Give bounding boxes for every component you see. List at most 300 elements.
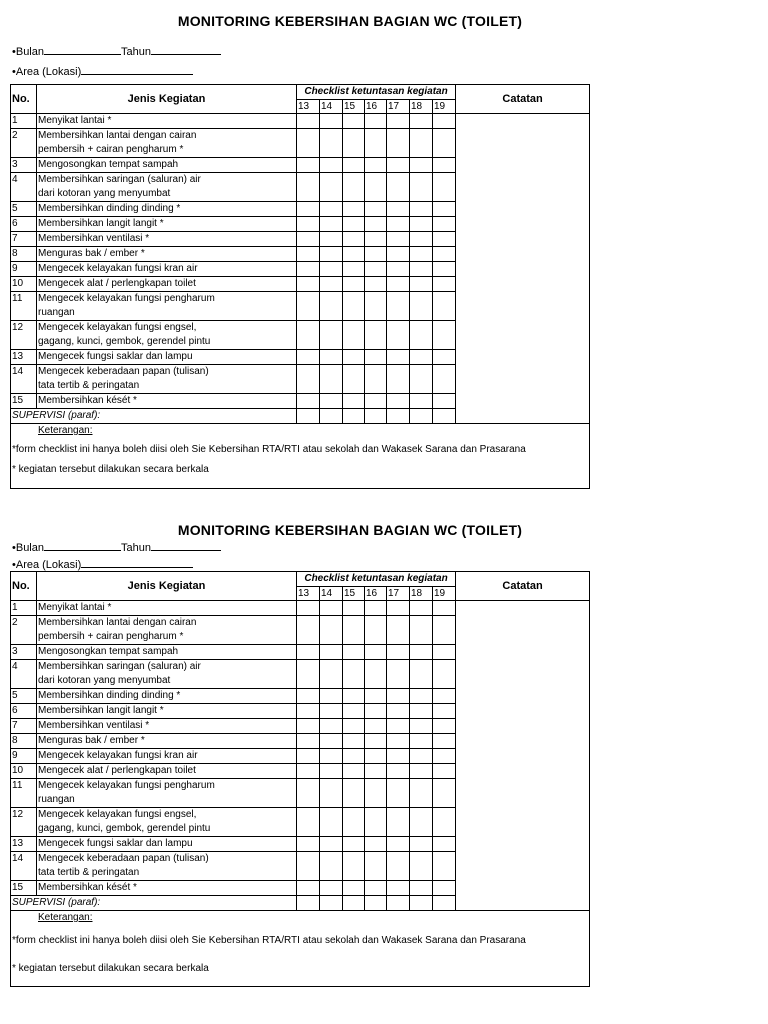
checklist-cell[interactable] xyxy=(297,837,320,852)
checklist-cell[interactable] xyxy=(297,779,320,808)
tahun-label: Tahun xyxy=(121,46,151,58)
checklist-cell[interactable] xyxy=(433,689,456,704)
supervisi-cell[interactable] xyxy=(433,896,456,911)
checklist-cell[interactable] xyxy=(365,660,387,689)
checklist-cell[interactable] xyxy=(365,158,387,173)
checklist-cell[interactable] xyxy=(343,394,365,409)
checklist-cell[interactable] xyxy=(410,616,433,645)
checklist-cell[interactable] xyxy=(320,837,343,852)
checklist-cell[interactable] xyxy=(410,217,433,232)
row-number: 8 xyxy=(11,247,37,262)
checklist-cell[interactable] xyxy=(410,734,433,749)
checklist-cell[interactable] xyxy=(365,173,387,202)
checklist-cell[interactable] xyxy=(410,764,433,779)
checklist-cell[interactable] xyxy=(410,129,433,158)
checklist-cell[interactable] xyxy=(343,660,365,689)
header-catatan: Catatan xyxy=(456,572,590,601)
checklist-cell[interactable] xyxy=(410,704,433,719)
checklist-cell[interactable] xyxy=(387,217,410,232)
checklist-cell[interactable] xyxy=(320,350,343,365)
checklist-cell[interactable] xyxy=(387,292,410,321)
keterangan-box xyxy=(11,911,590,987)
day-header: 15 xyxy=(343,100,365,114)
checklist-cell[interactable] xyxy=(343,764,365,779)
checklist-cell[interactable] xyxy=(297,660,320,689)
checklist-cell[interactable] xyxy=(320,779,343,808)
supervisi-cell[interactable] xyxy=(320,409,343,424)
row-number: 12 xyxy=(11,808,37,837)
checklist-cell[interactable] xyxy=(320,734,343,749)
checklist-cell[interactable] xyxy=(297,704,320,719)
checklist-cell[interactable] xyxy=(410,277,433,292)
checklist-cell[interactable] xyxy=(343,704,365,719)
checklist-cell[interactable] xyxy=(320,852,343,881)
checklist-cell[interactable] xyxy=(297,881,320,896)
checklist-cell[interactable] xyxy=(410,173,433,202)
catatan-cell[interactable] xyxy=(456,114,590,424)
row-number: 12 xyxy=(11,321,37,350)
checklist-cell[interactable] xyxy=(343,365,365,394)
checklist-cell[interactable] xyxy=(320,808,343,837)
checklist-cell[interactable] xyxy=(297,114,320,129)
checklist-cell[interactable] xyxy=(365,394,387,409)
day-header: 18 xyxy=(410,100,433,114)
checklist-cell[interactable] xyxy=(387,350,410,365)
checklist-cell[interactable] xyxy=(343,232,365,247)
checklist-cell[interactable] xyxy=(343,173,365,202)
row-activity xyxy=(37,689,297,704)
row-activity xyxy=(37,292,297,321)
checklist-cell[interactable] xyxy=(320,749,343,764)
activity-line: Membersihkan dinding dinding * xyxy=(38,203,181,214)
supervisi-cell[interactable] xyxy=(433,409,456,424)
supervisi-cell[interactable] xyxy=(343,896,365,911)
checklist-cell[interactable] xyxy=(387,645,410,660)
checklist-cell[interactable] xyxy=(297,764,320,779)
checklist-cell[interactable] xyxy=(365,292,387,321)
row-number: 5 xyxy=(11,202,37,217)
activity-line: Membersihkan kését * xyxy=(38,882,137,893)
activity-line: Mengecek alat / perlengkapan toilet xyxy=(38,765,196,776)
checklist-cell[interactable] xyxy=(433,660,456,689)
checklist-cell[interactable] xyxy=(343,321,365,350)
row-activity xyxy=(37,837,297,852)
checklist-cell[interactable] xyxy=(433,114,456,129)
checklist-cell[interactable] xyxy=(320,247,343,262)
checklist-cell[interactable] xyxy=(387,262,410,277)
checklist-cell[interactable] xyxy=(433,852,456,881)
tahun-blank[interactable] xyxy=(151,44,221,55)
checklist-cell[interactable] xyxy=(297,277,320,292)
checklist-cell[interactable] xyxy=(433,350,456,365)
checklist-cell[interactable] xyxy=(297,365,320,394)
checklist-cell[interactable] xyxy=(343,247,365,262)
checklist-cell[interactable] xyxy=(410,749,433,764)
checklist-cell[interactable] xyxy=(365,601,387,616)
checklist-cell[interactable] xyxy=(365,749,387,764)
area-blank[interactable] xyxy=(81,557,193,568)
row-number: 8 xyxy=(11,734,37,749)
activity-line: Membersihkan dinding dinding * xyxy=(38,690,181,701)
row-number: 5 xyxy=(11,689,37,704)
checklist-cell[interactable] xyxy=(365,704,387,719)
checklist-cell[interactable] xyxy=(433,645,456,660)
supervisi-cell[interactable] xyxy=(365,896,387,911)
checklist-cell[interactable] xyxy=(343,601,365,616)
supervisi-cell[interactable] xyxy=(343,409,365,424)
checklist-cell[interactable] xyxy=(365,217,387,232)
checklist-cell[interactable] xyxy=(433,277,456,292)
checklist-cell[interactable] xyxy=(365,689,387,704)
checklist-cell[interactable] xyxy=(297,734,320,749)
activity-line: Mengecek keberadaan papan (tulisan) xyxy=(38,366,209,377)
supervisi-cell[interactable] xyxy=(365,409,387,424)
checklist-cell[interactable] xyxy=(297,129,320,158)
checklist-cell[interactable] xyxy=(410,158,433,173)
checklist-cell[interactable] xyxy=(365,616,387,645)
checklist-table xyxy=(10,571,590,987)
row-number: 10 xyxy=(11,764,37,779)
checklist-cell[interactable] xyxy=(297,852,320,881)
checklist-cell[interactable] xyxy=(433,616,456,645)
checklist-cell[interactable] xyxy=(433,321,456,350)
checklist-cell[interactable] xyxy=(297,394,320,409)
day-header: 18 xyxy=(410,587,433,601)
checklist-cell[interactable] xyxy=(343,616,365,645)
checklist-cell[interactable] xyxy=(297,808,320,837)
row-activity xyxy=(37,114,297,129)
checklist-cell[interactable] xyxy=(387,202,410,217)
checklist-cell[interactable] xyxy=(433,764,456,779)
checklist-cell[interactable] xyxy=(433,779,456,808)
row-number: 7 xyxy=(11,719,37,734)
activity-line: Mengosongkan tempat sampah xyxy=(38,646,179,657)
checklist-cell[interactable] xyxy=(343,277,365,292)
activity-line: dari kotoran yang menyumbat xyxy=(38,675,171,686)
checklist-cell[interactable] xyxy=(387,704,410,719)
checklist-cell[interactable] xyxy=(297,158,320,173)
checklist-cell[interactable] xyxy=(320,129,343,158)
bulan-tahun-line xyxy=(12,540,221,554)
supervisi-cell[interactable] xyxy=(410,896,433,911)
checklist-cell[interactable] xyxy=(387,232,410,247)
checklist-cell[interactable] xyxy=(320,202,343,217)
checklist-cell[interactable] xyxy=(365,129,387,158)
activity-line: Mengecek keberadaan papan (tulisan) xyxy=(38,853,209,864)
checklist-cell[interactable] xyxy=(433,217,456,232)
row-activity xyxy=(37,704,297,719)
checklist-cell[interactable] xyxy=(365,262,387,277)
checklist-cell[interactable] xyxy=(365,321,387,350)
checklist-cell[interactable] xyxy=(387,173,410,202)
checklist-cell[interactable] xyxy=(365,808,387,837)
checklist-cell[interactable] xyxy=(343,645,365,660)
checklist-cell[interactable] xyxy=(320,321,343,350)
row-activity xyxy=(37,232,297,247)
activity-line: Mengecek kelayakan fungsi engsel, xyxy=(38,322,197,333)
checklist-cell[interactable] xyxy=(320,232,343,247)
checklist-cell[interactable] xyxy=(320,292,343,321)
checklist-cell[interactable] xyxy=(343,158,365,173)
checklist-cell[interactable] xyxy=(320,719,343,734)
supervisi-cell[interactable] xyxy=(297,896,320,911)
checklist-cell[interactable] xyxy=(387,114,410,129)
checklist-cell[interactable] xyxy=(297,173,320,202)
checklist-cell[interactable] xyxy=(387,394,410,409)
supervisi-cell[interactable] xyxy=(297,409,320,424)
checklist-cell[interactable] xyxy=(343,719,365,734)
activity-line: Membersihkan langit langit * xyxy=(38,705,164,716)
bulan-blank[interactable] xyxy=(44,540,121,551)
checklist-cell[interactable] xyxy=(365,277,387,292)
checklist-cell[interactable] xyxy=(343,292,365,321)
checklist-cell[interactable] xyxy=(365,852,387,881)
checklist-cell[interactable] xyxy=(365,365,387,394)
checklist-cell[interactable] xyxy=(365,350,387,365)
checklist-cell[interactable] xyxy=(343,689,365,704)
supervisi-cell[interactable] xyxy=(387,409,410,424)
row-number: 4 xyxy=(11,660,37,689)
checklist-cell[interactable] xyxy=(433,837,456,852)
activity-line: Mengecek kelayakan fungsi pengharum xyxy=(38,293,215,304)
supervisi-cell[interactable] xyxy=(320,896,343,911)
checklist-cell[interactable] xyxy=(297,262,320,277)
checklist-cell[interactable] xyxy=(433,292,456,321)
checklist-cell[interactable] xyxy=(410,202,433,217)
checklist-cell[interactable] xyxy=(387,779,410,808)
row-number: 1 xyxy=(11,114,37,129)
checklist-cell[interactable] xyxy=(297,645,320,660)
checklist-cell[interactable] xyxy=(297,292,320,321)
checklist-cell[interactable] xyxy=(433,808,456,837)
checklist-cell[interactable] xyxy=(433,704,456,719)
activity-line: Mengecek kelayakan fungsi pengharum xyxy=(38,780,215,791)
day-header: 13 xyxy=(297,587,320,601)
checklist-cell[interactable] xyxy=(320,173,343,202)
checklist-cell[interactable] xyxy=(343,749,365,764)
checklist-cell[interactable] xyxy=(320,689,343,704)
checklist-cell[interactable] xyxy=(365,232,387,247)
row-number: 13 xyxy=(11,837,37,852)
checklist-cell[interactable] xyxy=(433,232,456,247)
checklist-cell[interactable] xyxy=(410,365,433,394)
checklist-cell[interactable] xyxy=(297,202,320,217)
checklist-cell[interactable] xyxy=(343,837,365,852)
checklist-cell[interactable] xyxy=(410,852,433,881)
checklist-cell[interactable] xyxy=(433,262,456,277)
checklist-cell[interactable] xyxy=(320,616,343,645)
checklist-cell[interactable] xyxy=(387,247,410,262)
checklist-cell[interactable] xyxy=(387,277,410,292)
checklist-cell[interactable] xyxy=(410,114,433,129)
checklist-cell[interactable] xyxy=(297,350,320,365)
keterangan-label: Keterangan: xyxy=(38,912,93,923)
checklist-cell[interactable] xyxy=(387,837,410,852)
checklist-cell[interactable] xyxy=(297,247,320,262)
checklist-cell[interactable] xyxy=(297,321,320,350)
checklist-cell[interactable] xyxy=(320,158,343,173)
checklist-cell[interactable] xyxy=(410,719,433,734)
checklist-cell[interactable] xyxy=(410,660,433,689)
checklist-cell[interactable] xyxy=(320,704,343,719)
checklist-cell[interactable] xyxy=(433,202,456,217)
checklist-cell[interactable] xyxy=(297,232,320,247)
row-activity xyxy=(37,660,297,689)
checklist-cell[interactable] xyxy=(433,158,456,173)
checklist-cell[interactable] xyxy=(297,749,320,764)
row-number: 11 xyxy=(11,292,37,321)
checklist-cell[interactable] xyxy=(387,764,410,779)
activity-line: Membersihkan lantai dengan cairan xyxy=(38,130,197,141)
checklist-cell[interactable] xyxy=(433,394,456,409)
tahun-blank[interactable] xyxy=(151,540,221,551)
checklist-cell[interactable] xyxy=(343,779,365,808)
checklist-cell[interactable] xyxy=(410,350,433,365)
bulan-blank[interactable] xyxy=(44,44,121,55)
checklist-cell[interactable] xyxy=(365,764,387,779)
row-activity xyxy=(37,764,297,779)
activity-line: gagang, kunci, gembok, gerendel pintu xyxy=(38,823,211,834)
activity-line: tata tertib & peringatan xyxy=(38,380,140,391)
checklist-cell[interactable] xyxy=(365,202,387,217)
activity-line: Mengecek fungsi saklar dan lampu xyxy=(38,838,193,849)
catatan-cell[interactable] xyxy=(456,601,590,911)
supervisi-label: SUPERVISI (paraf): xyxy=(11,409,297,424)
row-number: 15 xyxy=(11,881,37,896)
checklist-cell[interactable] xyxy=(320,881,343,896)
checklist-cell[interactable] xyxy=(365,114,387,129)
checklist-cell[interactable] xyxy=(410,262,433,277)
checklist-cell[interactable] xyxy=(433,734,456,749)
checklist-cell[interactable] xyxy=(387,689,410,704)
checklist-cell[interactable] xyxy=(387,749,410,764)
supervisi-cell[interactable] xyxy=(410,409,433,424)
row-activity xyxy=(37,881,297,896)
checklist-cell[interactable] xyxy=(365,247,387,262)
row-activity xyxy=(37,734,297,749)
checklist-cell[interactable] xyxy=(387,365,410,394)
checklist-cell[interactable] xyxy=(320,601,343,616)
row-activity xyxy=(37,247,297,262)
checklist-cell[interactable] xyxy=(433,881,456,896)
checklist-cell[interactable] xyxy=(387,719,410,734)
checklist-cell[interactable] xyxy=(410,837,433,852)
activity-line: Menyikat lantai * xyxy=(38,602,112,613)
checklist-cell[interactable] xyxy=(433,173,456,202)
checklist-cell[interactable] xyxy=(343,808,365,837)
checklist-cell[interactable] xyxy=(410,321,433,350)
checklist-cell[interactable] xyxy=(343,881,365,896)
checklist-cell[interactable] xyxy=(365,837,387,852)
row-number: 15 xyxy=(11,394,37,409)
checklist-cell[interactable] xyxy=(297,217,320,232)
bulan-label: •Bulan xyxy=(12,46,44,58)
checklist-cell[interactable] xyxy=(297,689,320,704)
row-activity xyxy=(37,645,297,660)
checklist-cell[interactable] xyxy=(297,601,320,616)
checklist-cell[interactable] xyxy=(343,734,365,749)
checklist-cell[interactable] xyxy=(343,202,365,217)
checklist-cell[interactable] xyxy=(343,129,365,158)
checklist-cell[interactable] xyxy=(387,881,410,896)
checklist-cell[interactable] xyxy=(343,217,365,232)
checklist-cell[interactable] xyxy=(343,350,365,365)
checklist-cell[interactable] xyxy=(297,719,320,734)
checklist-cell[interactable] xyxy=(433,749,456,764)
checklist-cell[interactable] xyxy=(387,321,410,350)
supervisi-cell[interactable] xyxy=(387,896,410,911)
row-number: 4 xyxy=(11,173,37,202)
area-blank[interactable] xyxy=(81,64,193,75)
activity-line: Menguras bak / ember * xyxy=(38,735,145,746)
checklist-cell[interactable] xyxy=(320,262,343,277)
day-header: 17 xyxy=(387,587,410,601)
checklist-cell[interactable] xyxy=(343,852,365,881)
checklist-cell[interactable] xyxy=(297,616,320,645)
checklist-cell[interactable] xyxy=(410,881,433,896)
checklist-cell[interactable] xyxy=(365,719,387,734)
checklist-cell[interactable] xyxy=(365,779,387,808)
checklist-cell[interactable] xyxy=(387,734,410,749)
checklist-cell[interactable] xyxy=(387,852,410,881)
checklist-cell[interactable] xyxy=(433,719,456,734)
checklist-cell[interactable] xyxy=(433,365,456,394)
checklist-cell[interactable] xyxy=(320,277,343,292)
checklist-cell[interactable] xyxy=(365,645,387,660)
checklist-cell[interactable] xyxy=(365,881,387,896)
checklist-cell[interactable] xyxy=(410,292,433,321)
checklist-cell[interactable] xyxy=(410,808,433,837)
checklist-cell[interactable] xyxy=(387,808,410,837)
checklist-cell[interactable] xyxy=(410,779,433,808)
row-activity xyxy=(37,808,297,837)
checklist-cell[interactable] xyxy=(320,394,343,409)
checklist-cell[interactable] xyxy=(387,660,410,689)
checklist-cell[interactable] xyxy=(410,645,433,660)
checklist-cell[interactable] xyxy=(343,262,365,277)
checklist-cell[interactable] xyxy=(410,394,433,409)
row-number: 2 xyxy=(11,616,37,645)
keterangan-row xyxy=(11,911,590,987)
row-activity xyxy=(37,129,297,158)
row-activity xyxy=(37,217,297,232)
area-label: •Area (Lokasi) xyxy=(12,66,82,78)
activity-line: Mengecek fungsi saklar dan lampu xyxy=(38,351,193,362)
checklist-cell[interactable] xyxy=(343,114,365,129)
checklist-cell[interactable] xyxy=(320,764,343,779)
checklist-cell[interactable] xyxy=(320,645,343,660)
checklist-cell[interactable] xyxy=(410,247,433,262)
checklist-cell[interactable] xyxy=(387,129,410,158)
checklist-cell[interactable] xyxy=(410,601,433,616)
checklist-cell[interactable] xyxy=(387,616,410,645)
checklist-cell[interactable] xyxy=(433,601,456,616)
checklist-cell[interactable] xyxy=(387,601,410,616)
checklist-cell[interactable] xyxy=(320,217,343,232)
row-activity xyxy=(37,852,297,881)
checklist-cell[interactable] xyxy=(365,734,387,749)
checklist-cell[interactable] xyxy=(410,232,433,247)
tahun-label: Tahun xyxy=(121,542,151,554)
row-number: 7 xyxy=(11,232,37,247)
checklist-cell[interactable] xyxy=(320,114,343,129)
checklist-cell[interactable] xyxy=(320,365,343,394)
checklist-cell[interactable] xyxy=(387,158,410,173)
checklist-cell[interactable] xyxy=(320,660,343,689)
checklist-cell[interactable] xyxy=(433,247,456,262)
checklist-cell[interactable] xyxy=(433,129,456,158)
checklist-cell[interactable] xyxy=(410,689,433,704)
